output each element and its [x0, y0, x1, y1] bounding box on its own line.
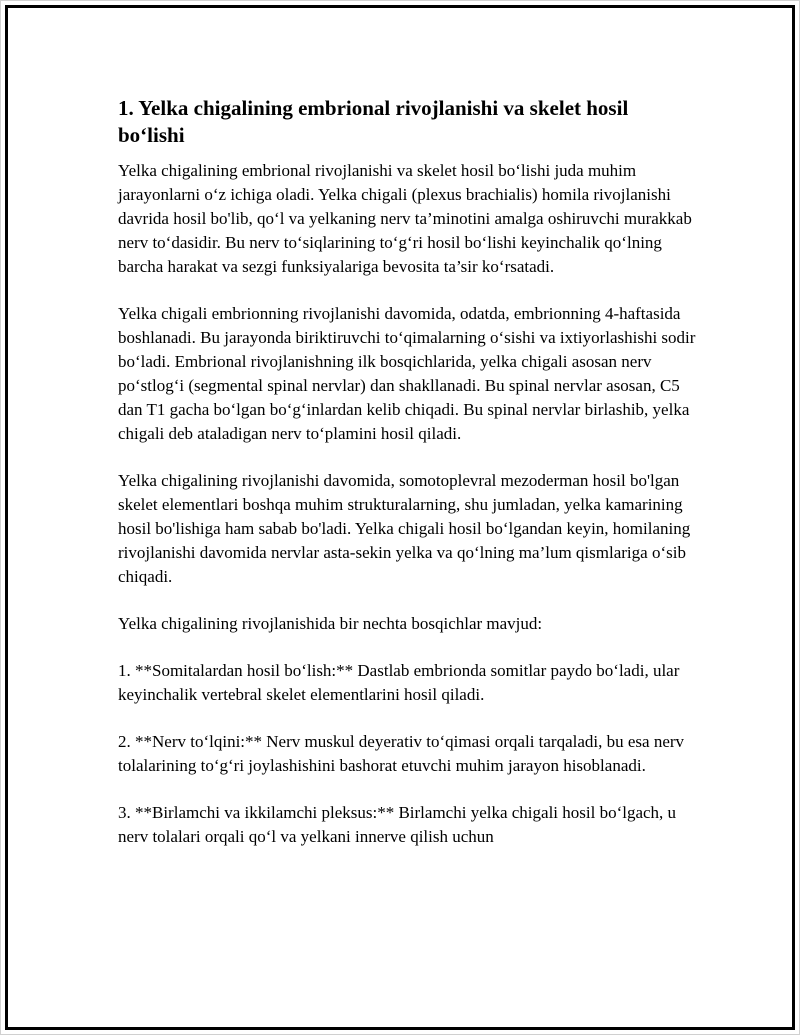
list-item-stage-3: 3. **Birlamchi va ikkilamchi pleksus:** Birlamchi yelka chigali hosil bo‘lgach, u nerv tolalari orqali qo‘l va yelkani innerve qilish uchun [118, 803, 677, 846]
list-item-stage-2: 2. **Nerv to‘lqini:** Nerv muskul deyerativ to‘qimasi orqali tarqaladi, bu esa nerv tolalarining to‘g‘ri joylashishini bashorat etuvchi muhim jarayon hisoblanadi. [118, 732, 685, 775]
paragraph-skeleton: Yelka chigalining rivojlanishi davomida, somotoplevral mezoderman hosil bo'lgan skelet elementlari boshqa muhim strukturalarning, shu jumladan, yelka kamarining hosil bo'lishiga ham sabab bo'ladi. Yelka chigali hosil bo‘lgandan keyin, homilaning rivojlanishi davomida nervlar asta-sekin yelka va qo‘lning ma’lum qismlariga o‘sib chiqadi. [118, 471, 691, 586]
paragraph-stages-intro: Yelka chigalining rivojlanishida bir nechta bosqichlar mavjud: [118, 614, 543, 633]
list-item-stage-1: 1. **Somitalardan hosil bo‘lish:** Dastlab embrionda somitlar paydo bo‘ladi, ular keyinchalik vertebral skelet elementlarini hosil qiladi. [118, 661, 680, 704]
paragraph-intro: Yelka chigalining embrional rivojlanishi va skelet hosil bo‘lishi juda muhim jarayonlarni o‘z ichiga oladi. Yelka chigali (plexus brachialis) homila rivojlanishi davrida hosil bo'lib, qo‘l va yelkaning nerv ta’minotini amalga oshiruvchi murakkab nerv to‘dasidir. Bu nerv to‘siqlarining to‘g‘ri hosil bo‘lishi keyinchalik qo‘lning barcha harakat va sezgi funksiyalariga bevosita ta’sir ko‘rsatadi. [118, 161, 692, 276]
paragraph-development: Yelka chigali embrionning rivojlanishi davomida, odatda, embrionning 4-haftasida boshlanadi. Bu jarayonda biriktiruvchi to‘qimalarning o‘sishi va ixtiyorlashishi sodir bo‘ladi. Embrional rivojlanishning ilk bosqichlarida, yelka chigali asosan nerv po‘stlog‘i (segmental spinal nervlar) dan shakllanadi. Bu spinal nervlar asosan, C5 dan T1 gacha bo‘lgan bo‘g‘inlardan kelib chiqadi. Bu spinal nervlar birlashib, yelka chigali deb ataladigan nerv to‘plamini hosil qiladi. [118, 304, 696, 443]
section-heading: 1. Yelka chigalining embrional rivojlanishi va skelet hosil bo‘lishi [118, 96, 629, 147]
document-body [118, 95, 696, 872]
